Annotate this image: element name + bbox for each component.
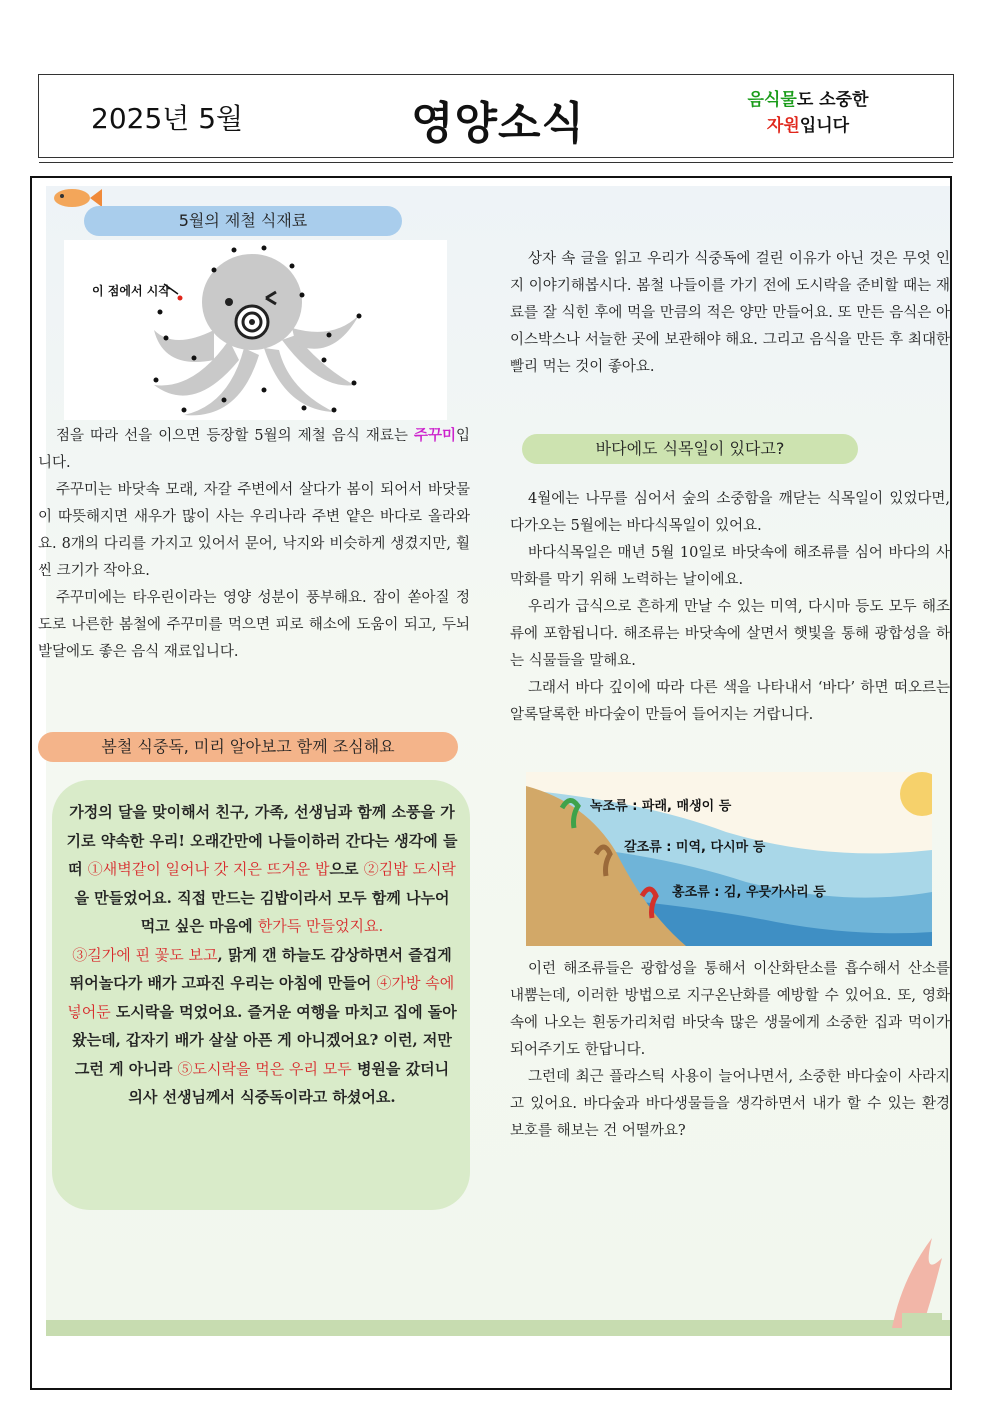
story-s3: 을 만들었어요. 직접 만드는 김밥이라서 모두 함께 나누어 먹고 싶은 마음에 — [74, 888, 450, 935]
octopus-start-label: 이 점에서 시작 — [92, 284, 170, 298]
story-r6: ⑤도시락을 먹은 우리 모두 — [177, 1059, 352, 1078]
slogan-green: 음식물 — [747, 90, 797, 110]
green-algae-label: 녹조류 : 파래, 매생이 등 — [590, 799, 732, 814]
story-r5: ④가방 속에 넣어둔 — [67, 974, 455, 1021]
octopus-article — [38, 422, 470, 666]
section-title-food-poisoning: 봄철 식중독, 미리 알아보고 함께 조심해요 — [38, 732, 458, 762]
sea-paragraph-4: 그래서 바다 깊이에 따라 다른 색을 나타내서 ‘바다’ 하면 떠오르는 알록달록한 바다숲이 만들어 들어지는 거랍니다. — [510, 680, 950, 723]
story-r4: ③길가에 핀 꽃도 보고 — [72, 945, 218, 964]
octopus-paragraph-2: 주꾸미는 바닷속 모래, 자갈 주변에서 살다가 봄이 되어서 바닷물이 따뜻해지면 새우가 많이 사는 우리나라 주변 얕은 바다로 올라와요. 8개의 다리를 가지고 있어서 문어, 낙지와 비슷하게 생겼지만, 훨씬 크기가 작아요. — [38, 482, 470, 579]
sea-paragraph-2: 바다식목일은 매년 5월 10일로 바닷속에 해조류를 심어 바다의 사막화를 막기 위해 노력하는 날이에요. — [510, 545, 950, 588]
story-s6: 병원을 갔더니 의사 선생님께서 식중독이라고 하셨어요. — [128, 1059, 450, 1106]
story-box — [52, 780, 470, 1210]
section-title-sea-arbor-day: 바다에도 식목일이 있다고? — [522, 434, 858, 464]
story-r2: ②김밥 도시락 — [363, 860, 456, 878]
octopus-paragraph-3: 주꾸미에는 타우린이라는 영양 성분이 풍부해요. 잠이 쏟아질 정도로 나른한 봄철에 주꾸미를 먹으면 피로 해소에 도움이 되고, 두뇌 발달에도 좋은 음식 재료입니다. — [38, 590, 470, 660]
slogan — [739, 87, 877, 139]
issue-date: 2025년 5월 — [91, 102, 244, 135]
sea-arbor-article — [510, 486, 950, 729]
bottom-grass-strip — [46, 1320, 952, 1336]
benefits-paragraph-1: 이런 해조류들은 광합성을 통해서 이산화탄소를 흡수해서 산소를 내뿜는데, 이러한 방법으로 지구온난화를 예방할 수 있어요. 또, 영화속에 나오는 흰동가리처럼 바닷속 많은 생물에게 소중한 집과 먹이가 되어주기도 한답니다. — [510, 961, 950, 1058]
ingredient-highlight: 주꾸미 — [413, 427, 456, 444]
octopus-icon — [64, 240, 447, 420]
brown-algae-label: 갈조류 : 미역, 다시마 등 — [624, 840, 766, 855]
story-r3: 한가득 만들었지요. — [257, 917, 384, 935]
red-algae-label: 홍조류 : 김, 우뭇가사리 등 — [672, 885, 826, 900]
header-divider — [39, 162, 953, 163]
newsletter-title: 영양소식 — [411, 98, 586, 149]
story-s5: 도시락을 먹었어요. 즐거운 여행을 마치고 집에 돌아왔는데, 갑자기 배가 살살 아픈 게 아니겠어요? 이런, 저만 그런 게 아니라 — [72, 1002, 457, 1078]
story-r1: ①새벽같이 일어나 갓 지은 뜨거운 밥 — [87, 860, 330, 878]
slogan-red: 자원 — [766, 116, 800, 136]
story-text — [66, 798, 458, 1112]
sea-paragraph-1: 4월에는 나무를 심어서 숲의 소중함을 깨닫는 식목일이 있었다면, 다가오는 5월에는 바다식목일이 있어요. — [510, 491, 950, 534]
section-title-seasonal: 5월의 제철 식재료 — [84, 206, 402, 236]
seaweed-benefits-article — [510, 956, 950, 1145]
story-s2: 으로 — [329, 860, 364, 878]
benefits-paragraph-2: 그런데 최근 플라스틱 사용이 늘어나면서, 소중한 바다숲이 사라지고 있어요. 바다숲과 바다생물들을 생각하면서 내가 할 수 있는 환경 보호를 해보는 건 어떨까요? — [510, 1069, 950, 1139]
slogan-rest-1: 도 소중한 — [796, 90, 869, 110]
slogan-rest-2: 입니다 — [799, 116, 850, 136]
story-s1: 가정의 달을 맞이해서 친구, 가족, 선생님과 함께 소풍을 가기로 약속한 우리! 오래간만에 나들이하러 간다는 생각에 들떠 — [66, 803, 458, 878]
content-frame — [30, 176, 952, 1390]
intro-paragraph: 상자 속 글을 읽고 우리가 식중독에 걸린 이유가 아닌 것은 무엇 인지 이야기해봅시다. 봄철 나들이를 가기 전에 도시락을 준비할 때는 재료를 잘 식힌 후에 먹을 만큼의 적은 양만 만들어요. 또 만든 음식은 아이스박스나 서늘한 곳에 보관해야 해요. 그리고 음식을 만든 후 최대한 빨리 먹는 것이 좋아요. — [510, 251, 950, 375]
octopus-dot-puzzle — [64, 240, 447, 420]
sea-paragraph-3: 우리가 급식으로 흔하게 만날 수 있는 미역, 다시마 등도 모두 해조류에 포함됩니다. 해조류는 바닷속에 살면서 햇빛을 통해 광합성을 하는 식물들을 말해요. — [510, 599, 950, 669]
p1-before: 점을 따라 선을 이으면 등장할 5월의 제철 음식 재료는 — [56, 428, 414, 444]
food-safety-advice — [510, 246, 950, 381]
seaweed-depth-illustration — [526, 772, 932, 946]
octopus-paragraph-1 — [38, 422, 470, 477]
newsletter-header — [38, 74, 954, 158]
story-s4: , 맑게 갠 하늘도 감상하면서 즐겁게 뛰어놀다가 배가 고파진 우리는 아침에 만들어 — [69, 945, 452, 992]
coral-decoration-icon — [882, 1218, 952, 1328]
p1-after: 입니다. — [38, 428, 470, 471]
